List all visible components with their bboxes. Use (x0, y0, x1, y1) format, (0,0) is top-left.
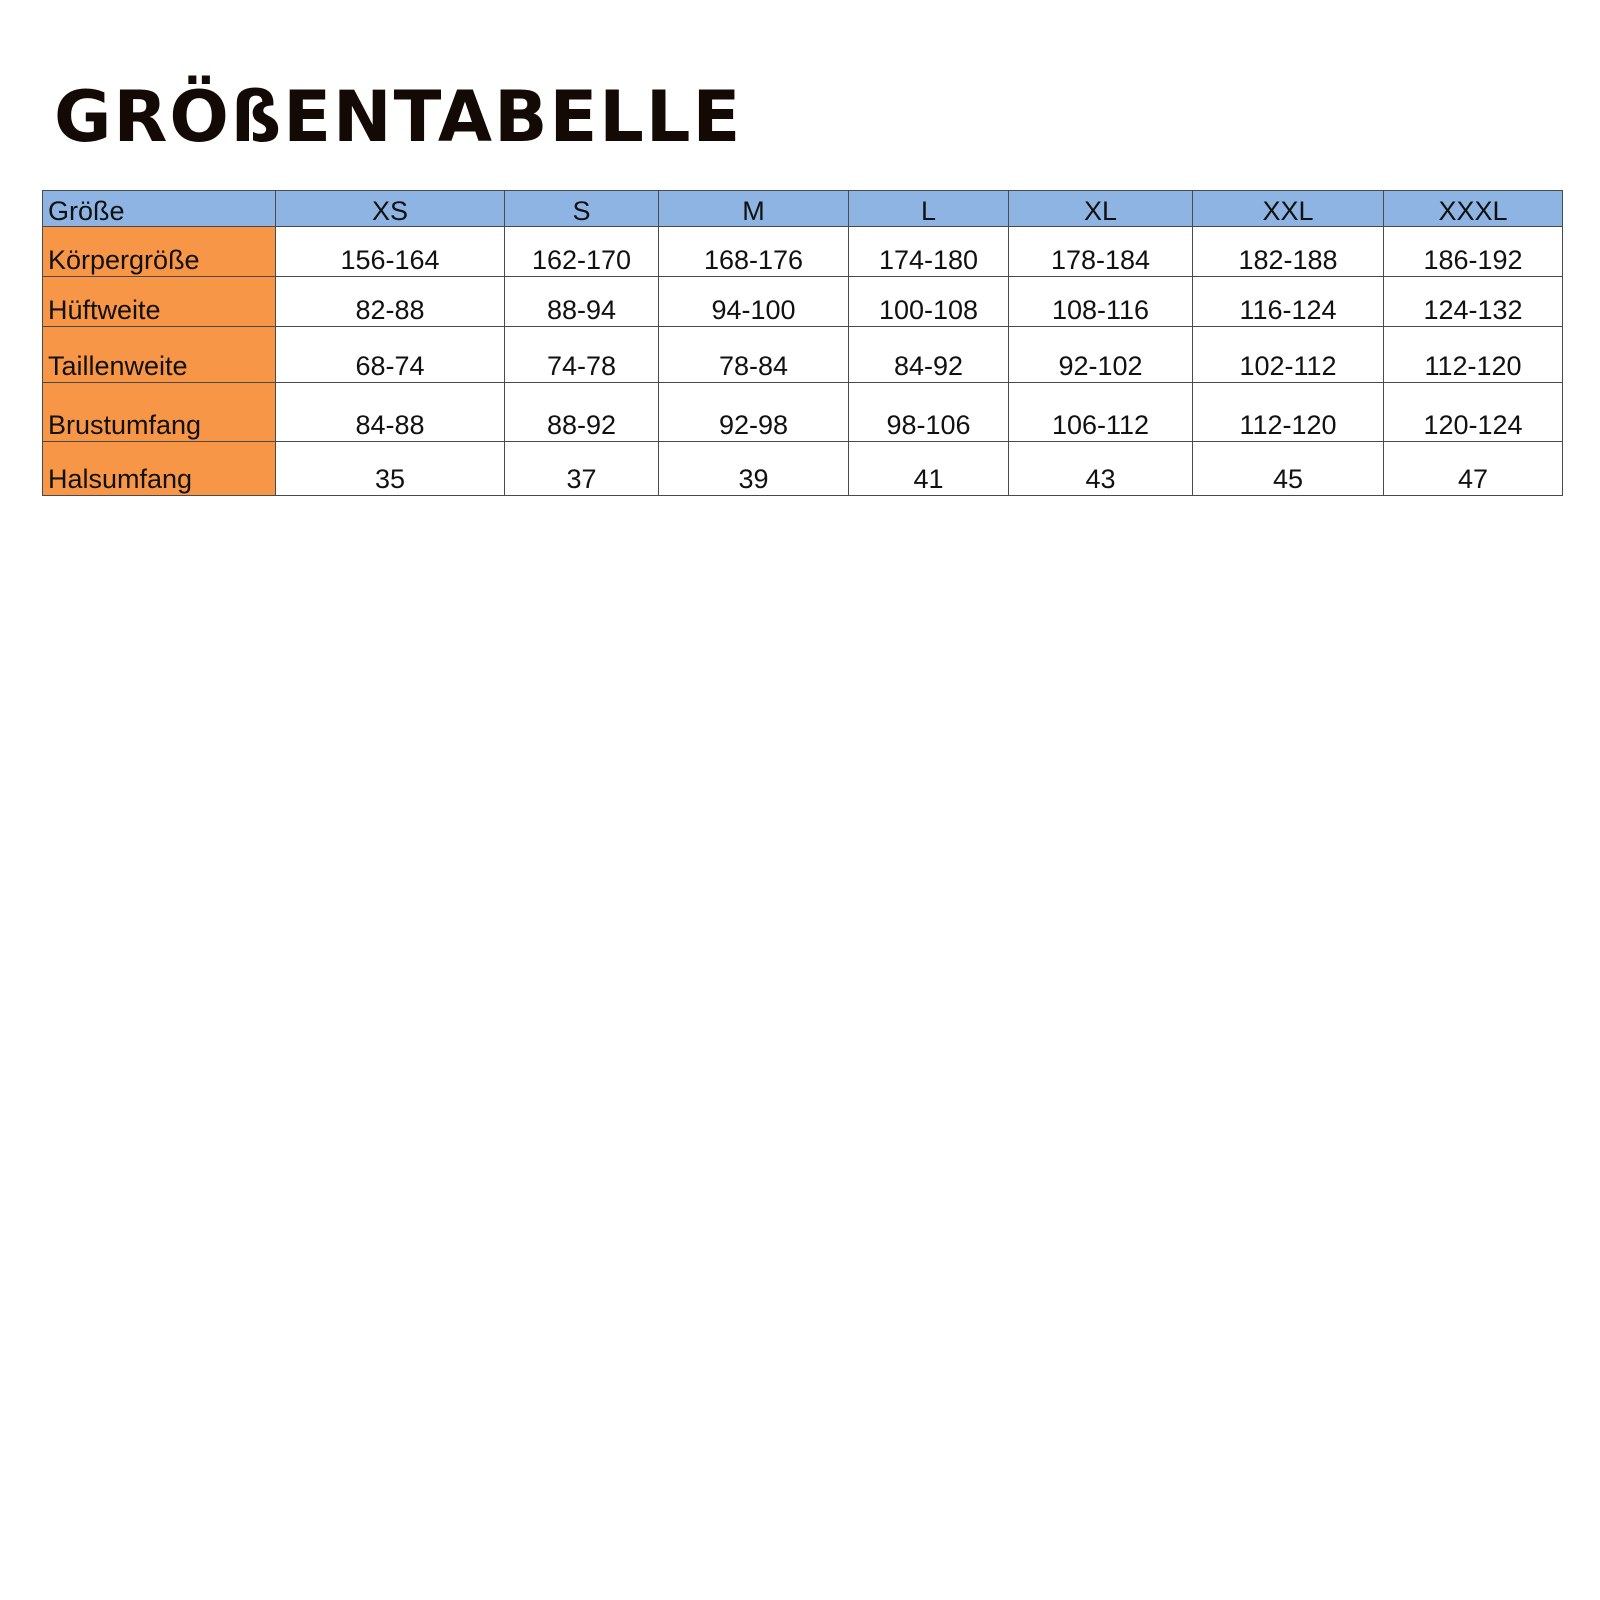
size-header-m: M (659, 191, 849, 227)
table-cell: 182-188 (1193, 227, 1384, 277)
size-header-xxxl: XXXL (1384, 191, 1563, 227)
table-cell: 84-88 (276, 383, 505, 442)
row-label: Halsumfang (43, 442, 276, 496)
table-cell: 74-78 (505, 327, 659, 383)
table-cell: 43 (1009, 442, 1193, 496)
table-row-koerpergroesse (43, 227, 1563, 277)
row-label: Körpergröße (43, 227, 276, 277)
table-cell: 92-102 (1009, 327, 1193, 383)
table-cell: 84-92 (849, 327, 1009, 383)
table-cell: 98-106 (849, 383, 1009, 442)
table-cell: 162-170 (505, 227, 659, 277)
row-label: Brustumfang (43, 383, 276, 442)
row-label: Taillenweite (43, 327, 276, 383)
table-cell: 35 (276, 442, 505, 496)
table-cell: 92-98 (659, 383, 849, 442)
table-cell: 47 (1384, 442, 1563, 496)
table-cell: 108-116 (1009, 277, 1193, 327)
table-row-taillenweite (43, 327, 1563, 383)
table-cell: 174-180 (849, 227, 1009, 277)
table-cell: 186-192 (1384, 227, 1563, 277)
size-header-xs: XS (276, 191, 505, 227)
table-cell: 102-112 (1193, 327, 1384, 383)
table-cell: 88-92 (505, 383, 659, 442)
table-cell: 41 (849, 442, 1009, 496)
table-cell: 37 (505, 442, 659, 496)
table-cell: 100-108 (849, 277, 1009, 327)
table-row-hueftweite (43, 277, 1563, 327)
table-cell: 156-164 (276, 227, 505, 277)
table-cell: 45 (1193, 442, 1384, 496)
table-cell: 106-112 (1009, 383, 1193, 442)
table-cell: 112-120 (1384, 327, 1563, 383)
size-header-label: Größe (43, 191, 276, 227)
table-cell: 178-184 (1009, 227, 1193, 277)
table-cell: 120-124 (1384, 383, 1563, 442)
size-header-xl: XL (1009, 191, 1193, 227)
table-cell: 78-84 (659, 327, 849, 383)
size-header-xxl: XXL (1193, 191, 1384, 227)
table-cell: 116-124 (1193, 277, 1384, 327)
table-row-halsumfang (43, 442, 1563, 496)
table-cell: 68-74 (276, 327, 505, 383)
size-chart-table (42, 190, 1563, 496)
table-cell: 112-120 (1193, 383, 1384, 442)
page-title: GRÖßENTABELLE (54, 76, 743, 158)
size-header-l: L (849, 191, 1009, 227)
table-cell: 168-176 (659, 227, 849, 277)
table-cell: 39 (659, 442, 849, 496)
size-header-s: S (505, 191, 659, 227)
table-row-brustumfang (43, 383, 1563, 442)
table-cell: 82-88 (276, 277, 505, 327)
table-cell: 124-132 (1384, 277, 1563, 327)
table-cell: 88-94 (505, 277, 659, 327)
table-cell: 94-100 (659, 277, 849, 327)
row-label: Hüftweite (43, 277, 276, 327)
size-header-row (43, 191, 1563, 227)
